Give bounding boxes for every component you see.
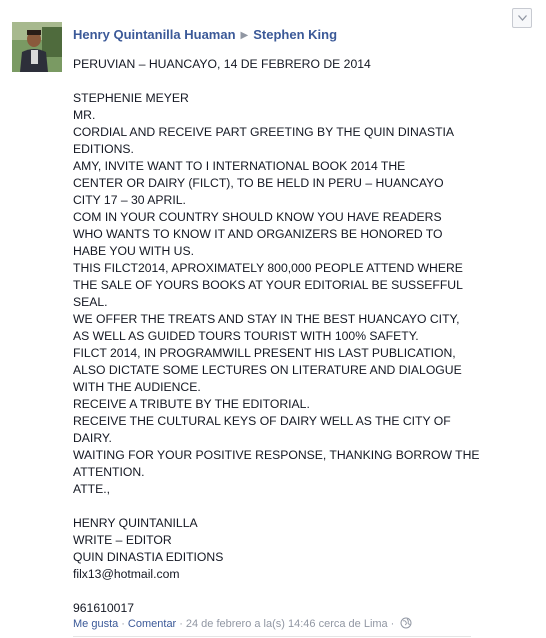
avatar[interactable]	[12, 22, 62, 72]
letter-line: AS WELL AS GUIDED TOURS TOURIST WITH 100% SAFETY.	[73, 329, 419, 343]
letter-line: STEPHENIE MEYER	[73, 91, 189, 105]
letter-line: ALSO DICTATE SOME LECTURES ON LITERATURE AND DIALOGUE	[73, 363, 462, 377]
signature-line: HENRY QUINTANILLA	[73, 516, 198, 530]
chevron-down-icon	[518, 15, 527, 21]
triangle-right-icon: ▶	[240, 30, 249, 41]
letter-line: WE OFFER THE TREATS AND STAY IN THE BEST HUANCAYO CITY,	[73, 312, 460, 326]
location-date-line: PERUVIAN – HUANCAYO, 14 DE FEBRERO DE 2014	[73, 57, 371, 71]
post-message	[73, 56, 503, 617]
like-link[interactable]: Me gusta	[73, 618, 119, 630]
globe-icon[interactable]	[400, 617, 412, 632]
letter-line: RECEIVE THE CULTURAL KEYS OF DAIRY WELL AS THE CITY OF	[73, 414, 451, 428]
letter-line: AMY, INVITE WANT TO I INTERNATIONAL BOOK 2014 THE	[73, 159, 406, 173]
letter-line: ATTE.,	[73, 482, 111, 496]
author-link[interactable]: Henry Quintanilla Huaman	[73, 27, 236, 42]
letter-line: THE SALE OF YOURS BOOKS AT YOUR EDITORIAL BE SUSSEFFUL	[73, 278, 463, 292]
phone-number: 961610017	[73, 601, 135, 615]
recipient-link[interactable]: Stephen King	[253, 27, 338, 42]
timestamp[interactable]: 24 de febrero a la(s) 14:46 cerca de Lima	[185, 618, 388, 630]
signature-block	[73, 515, 503, 583]
comment-link[interactable]: Comentar	[127, 618, 177, 630]
letter-line: WAITING FOR YOUR POSITIVE RESPONSE, THANKING BORROW THE	[73, 448, 480, 462]
letter-line: WHO WANTS TO KNOW IT AND ORGANIZERS BE HONORED TO	[73, 227, 443, 241]
letter-line: HABE YOU WITH US.	[73, 244, 194, 258]
signature-line: QUIN DINASTIA EDITIONS	[73, 550, 224, 564]
letter-line: THIS FILCT2014, APROXIMATELY 800,000 PEOPLE ATTEND WHERE	[73, 261, 463, 275]
letter-line: MR.	[73, 108, 96, 122]
letter-line: COM IN YOUR COUNTRY SHOULD KNOW YOU HAVE READERS	[73, 210, 442, 224]
letter-line: RECEIVE A TRIBUTE BY THE EDITORIAL.	[73, 397, 310, 411]
signature-line: WRITE – EDITOR	[73, 533, 172, 547]
post-options-button[interactable]	[512, 8, 532, 28]
letter-line: EDITIONS.	[73, 142, 134, 156]
letter-line: CORDIAL AND RECEIVE PART GREETING BY THE QUIN DINASTIA	[73, 125, 455, 139]
letter-body	[73, 90, 503, 498]
letter-line: CENTER OR DAIRY (FILCT), TO BE HELD IN PERU – HUANCAYO	[73, 176, 444, 190]
letter-line: WITH THE AUDIENCE.	[73, 380, 201, 394]
letter-line: DAIRY.	[73, 431, 112, 445]
letter-line: CITY 17 – 30 APRIL.	[73, 193, 186, 207]
post-header	[73, 27, 337, 42]
letter-line: SEAL.	[73, 295, 108, 309]
divider	[73, 636, 471, 637]
letter-line: FILCT 2014, IN PROGRAMWILL PRESENT HIS LAST PUBLICATION,	[73, 346, 456, 360]
letter-line: ATTENTION.	[73, 465, 145, 479]
email-text: filx13@hotmail.com	[73, 567, 180, 581]
post-footer: Me gusta · Comentar · 24 de febrero a la(s) 14:46 cerca de Lima ·	[73, 617, 412, 632]
